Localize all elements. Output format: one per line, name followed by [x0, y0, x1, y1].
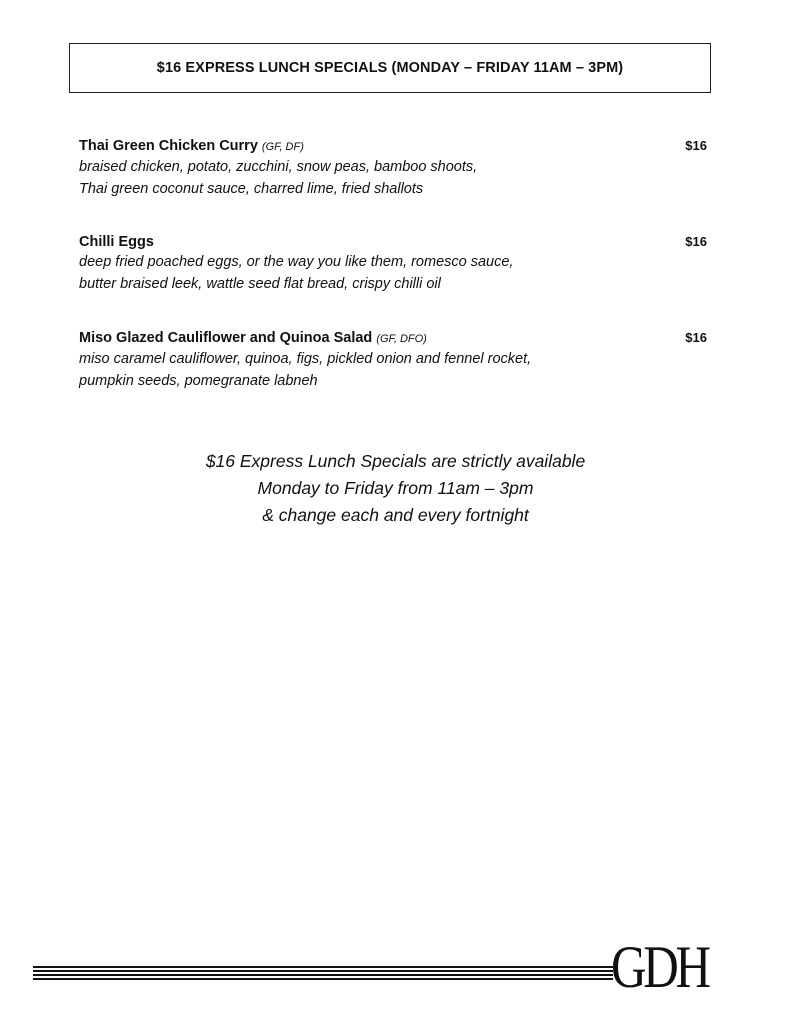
- item-name: Chilli Eggs: [79, 234, 154, 250]
- header-box: [69, 43, 711, 93]
- item-description: miso caramel cauliflower, quinoa, figs, pickled onion and fennel rocket,: [79, 351, 532, 367]
- item-description: pumpkin seeds, pomegranate labneh: [79, 373, 318, 389]
- gdh-logo: GDH: [611, 934, 708, 1000]
- footer-rule: [33, 966, 613, 984]
- note-line: Monday to Friday from 11am – 3pm: [257, 478, 534, 498]
- note-line: & change each and every fortnight: [262, 505, 529, 525]
- item-price: $16: [685, 234, 707, 249]
- menu-item: [79, 137, 707, 200]
- page-title: $16 EXPRESS LUNCH SPECIALS (MONDAY – FRIDAY 11AM – 3PM): [156, 60, 624, 76]
- availability-note: [0, 448, 791, 529]
- item-description: butter braised leek, wattle seed flat bread, crispy chilli oil: [79, 276, 441, 292]
- item-price: $16: [685, 138, 707, 153]
- item-name: Miso Glazed Cauliflower and Quinoa Salad: [79, 330, 373, 346]
- item-name: Thai Green Chicken Curry: [79, 138, 258, 154]
- item-tags: (GF, DF): [261, 141, 304, 153]
- item-description: deep fried poached eggs, or the way you like them, romesco sauce,: [79, 254, 514, 270]
- item-description: braised chicken, potato, zucchini, snow peas, bamboo shoots,: [79, 159, 478, 175]
- menu-item: [79, 233, 707, 295]
- menu-item: [79, 329, 707, 392]
- item-price: $16: [685, 330, 707, 345]
- item-tags: (GF, DFO): [376, 333, 427, 345]
- note-line: $16 Express Lunch Specials are strictly available: [205, 451, 586, 471]
- item-description: Thai green coconut sauce, charred lime, fried shallots: [79, 181, 424, 197]
